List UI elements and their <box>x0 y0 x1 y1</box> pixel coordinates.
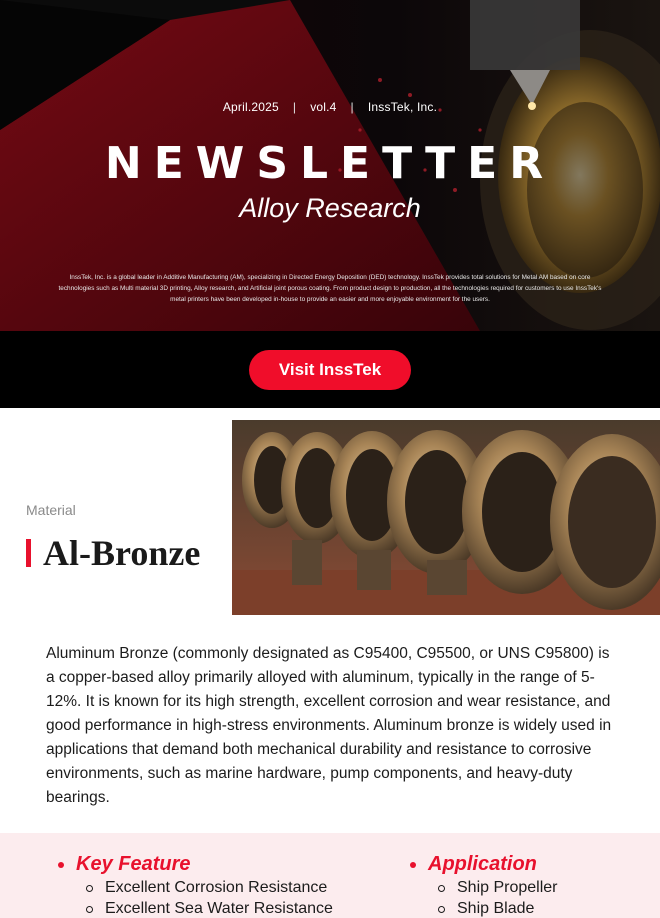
circle-bullet-icon <box>438 885 445 892</box>
key-feature-item: Excellent Corrosion Resistance <box>105 879 328 896</box>
company-description: InssTek, Inc. is a global leader in Additive Manufacturing (AM), specializing in Directed Energy Deposition (DED) technology. InssTek provides total solutions for Metal AM based on core technologies such as Multi material 3D printing, Alloy research, and Artificial joint porous coating. From product design to production, all the technologies required for customers to use InssTek's metal printers have been developed in-house to provide an easier and more enjoyable environment for the users. <box>58 274 602 303</box>
cta-bar <box>0 331 660 408</box>
issue-meta <box>0 100 660 114</box>
meta-separator: | <box>292 100 297 114</box>
application-item: Ship Blade <box>457 900 535 917</box>
feature-panel <box>0 833 660 918</box>
bullet-icon <box>410 862 416 868</box>
circle-bullet-icon <box>86 906 93 913</box>
company-name: InssTek, Inc. <box>367 100 438 114</box>
list-item <box>438 900 558 918</box>
circle-bullet-icon <box>86 885 93 892</box>
material-label: Material <box>26 502 76 518</box>
application-item: Ship Propeller <box>457 879 558 896</box>
key-feature-item: Excellent Sea Water Resistance <box>105 900 333 917</box>
newsletter-hero <box>0 0 660 331</box>
accent-bar <box>26 539 31 567</box>
issue-date: April.2025 <box>222 100 279 114</box>
meta-separator: | <box>350 100 354 114</box>
key-feature-title: Key Feature <box>76 853 191 875</box>
circle-bullet-icon <box>438 906 445 913</box>
key-feature-column <box>58 853 333 918</box>
list-item <box>86 900 333 918</box>
key-feature-heading <box>58 853 333 876</box>
material-name: Al-Bronze <box>43 533 201 573</box>
bullet-icon <box>58 862 64 868</box>
application-title: Application <box>428 853 537 875</box>
material-heading <box>26 532 200 574</box>
al-bronze-parts-photo <box>232 420 660 615</box>
list-item <box>86 879 333 897</box>
newsletter-subtitle: Alloy Research <box>239 193 421 223</box>
issue-volume: vol.4 <box>310 100 337 114</box>
list-item <box>438 879 558 897</box>
material-section <box>0 408 660 633</box>
visit-insstek-button[interactable]: Visit InssTek <box>249 350 411 390</box>
application-heading <box>410 853 558 876</box>
newsletter-title: NEWSLETTER <box>104 138 556 189</box>
material-description: Aluminum Bronze (commonly designated as C95400, C95500, or UNS C95800) is a copper-based alloy primarily alloyed with aluminum, typically in the range of 5-12%. It is known for its high strength, excellent corrosion and wear resistance, and good performance in high-stress environments. Aluminum bronze is widely used in applications that demand both mechanical durability and resistance to corrosive environments, such as marine hardware, pump components, and heavy-duty bearings. <box>46 645 612 806</box>
application-column <box>410 853 558 918</box>
